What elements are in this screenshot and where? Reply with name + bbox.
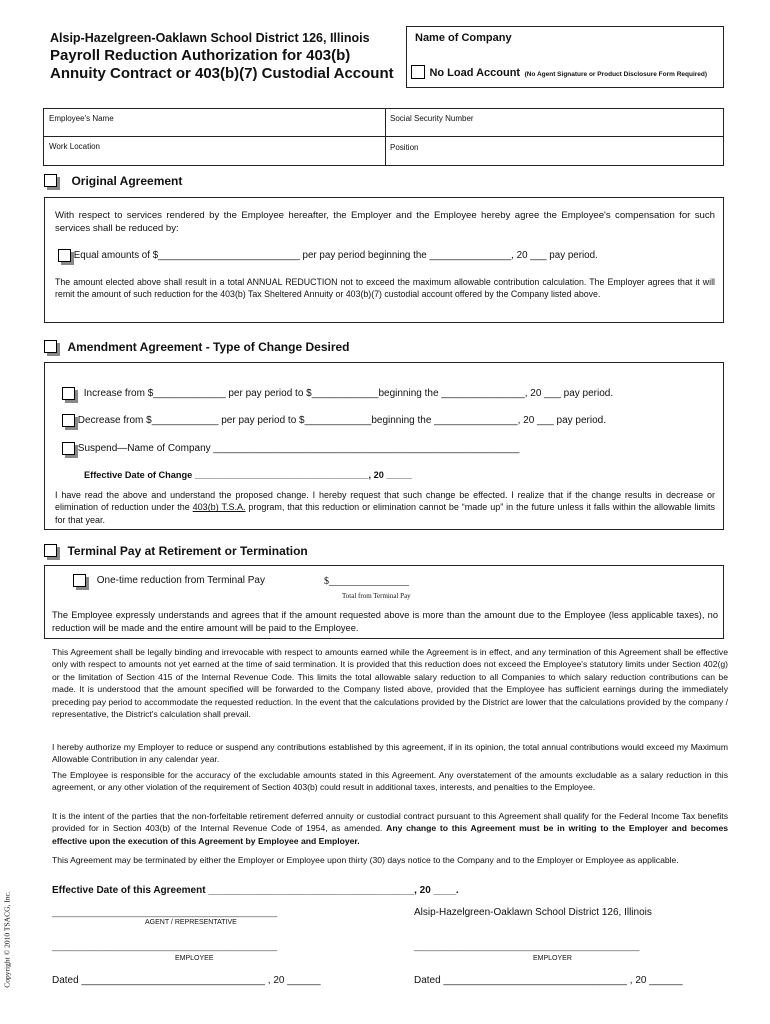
employee-name-field[interactable] <box>48 124 378 135</box>
legal-para-4: It is the intent of the parties that the non-forfeitable retirement deferred annuity or custodial contract pursuant to this Agreement shall qualify for the Federal Income Tax benefits provided for in Section 403(b) of the Internal Revenue Code of 1954, as amended. Any change to this Agreement must be in writing to the Employer and becomes effective upon the execution of this Agreement by Employee and Employer. <box>52 811 729 846</box>
suspend-text: Suspend—Name of Company _______________________________________________________ <box>77 443 520 455</box>
no-load-label: No Load Account <box>429 67 521 79</box>
one-time-text: One-time reduction from Terminal Pay <box>96 575 265 587</box>
suspend-option <box>62 442 519 455</box>
terminal-total-label: Total from Terminal Pay <box>342 592 411 600</box>
ssn-label: Social Security Number <box>390 114 474 123</box>
increase-text: Increase from $_____________ per pay period to $____________beginning the _______________, 20 ___ pay period. <box>83 388 614 400</box>
original-agreement-checkbox[interactable] <box>44 174 57 187</box>
decrease-text: Decrease from $____________ per pay period to $____________beginning the _______________, 20 ___ pay period. <box>77 415 606 427</box>
legal-para-3: The Employee is responsible for the accuracy of the excludable amounts stated in this Agreement. Any overstatement of the amounts excludable as a salary reduction in this agreement, or any other violation of the requirement of Section 403(b) could result in additional taxes, interests, and penalties to the Employee. <box>52 770 728 793</box>
suspend-checkbox[interactable] <box>62 442 75 455</box>
district-heading: Alsip-Hazelgreen-Oaklawn School District 126, Illinois <box>50 31 370 45</box>
employee-signature-line[interactable]: _____________________________________________ <box>52 941 278 951</box>
employer-signature-line[interactable]: _____________________________________________ <box>414 941 640 951</box>
district-signature-name: Alsip-Hazelgreen-Oaklawn School District 126, Illinois <box>414 907 652 918</box>
dated-right[interactable]: Dated _________________________________ , 20 ______ <box>414 975 683 986</box>
one-time-checkbox[interactable] <box>73 574 86 587</box>
employer-label: EMPLOYER <box>533 955 572 962</box>
work-location-field[interactable] <box>48 152 378 163</box>
dated-left[interactable]: Dated _________________________________ , 20 ______ <box>52 975 321 986</box>
equal-amounts-checkbox[interactable] <box>58 249 71 262</box>
position-label: Position <box>390 143 419 152</box>
one-time-option <box>73 574 265 587</box>
legal-para-2: I hereby authorize my Employer to reduce or suspend any contributions established by this agreement, if in its opinion, the total annual contributions would exceed my Maximum Allowable Contribution in any calendar year. <box>52 742 728 765</box>
ssn-field[interactable] <box>389 124 714 135</box>
amendment-header <box>44 338 350 356</box>
no-load-option[interactable] <box>411 63 707 81</box>
original-intro: With respect to services rendered by the Employee hereafter, the Employer and the Employee hereby agree the Employee's compensation for such services shall be reduced by: <box>55 210 715 234</box>
increase-option <box>62 387 613 400</box>
terminal-header <box>44 542 308 560</box>
employee-label: EMPLOYEE <box>175 955 214 962</box>
amendment-checkbox[interactable] <box>44 340 57 353</box>
agent-label: AGENT / REPRESENTATIVE <box>145 919 237 926</box>
agent-signature-line[interactable]: _____________________________________________ <box>52 907 278 917</box>
no-load-checkbox[interactable] <box>411 65 425 79</box>
decrease-checkbox[interactable] <box>62 414 75 427</box>
company-name-field[interactable] <box>415 46 715 62</box>
decrease-option <box>62 414 606 427</box>
terminal-amount: $________________ <box>324 576 409 587</box>
original-agreement-header <box>44 172 182 190</box>
no-load-note: (No Agent Signature or Product Disclosure Form Required) <box>524 71 708 78</box>
company-label: Name of Company <box>415 32 512 44</box>
original-agreement-title: Original Agreement <box>71 174 183 188</box>
amendment-title: Amendment Agreement - Type of Change Desired <box>67 340 350 354</box>
form-title-line2: Annuity Contract or 403(b)(7) Custodial Account <box>50 65 394 82</box>
amendment-para: I have read the above and understand the proposed change. I hereby request that such change be effected. I realize that if the change results in decrease or elimination of reduction under the 403(b) T.S.A. program, that this reduction or elimination cannot be “made up” in the future unless it falls within the allowable limits for that year. <box>55 490 715 525</box>
agreement-effective-date: Effective Date of this Agreement _____________________________________, 20 ____. <box>52 885 459 896</box>
work-location-label: Work Location <box>49 142 100 151</box>
equal-amounts-text: Equal amounts of $__________________________ per pay period beginning the _______________, 20 ___ pay period. <box>73 250 598 262</box>
effective-date-change: Effective Date of Change __________________________________, 20 _____ <box>84 470 412 480</box>
form-title-line1: Payroll Reduction Authorization for 403(b) <box>50 47 351 64</box>
terminal-note: The Employee expressly understands and agrees that if the amount requested above is more than the amount due to the Employee (less applicable taxes), no reduction will be made and the entire amount will be paid to the Employee. <box>52 610 718 633</box>
equal-amounts-option <box>58 249 598 262</box>
legal-para-1: This Agreement shall be legally binding and irrevocable with respect to amounts earned while the Agreement is in effect, and any termination of this Agreement shall be effective only with respect to amounts not yet earned at the time of said termination. It is provided that this reduction does not exceed the Employee's statutory limits under Section 402(g) or the limitation of Section 415 of the Internal Revenue Code. This limits the total allowable salary reduction to all Companies to which salary reduction contributions can be made. It is understood that the amount specified will be forwarded to the Company listed above, provided that the Employee has sufficient earnings during the immediately preceding pay period to accommodate the requested reduction. In the event that the calculations provided by the District are lower that the calculations provided by the company / representative, the District's calculation shall prevail. <box>52 647 728 720</box>
terminal-checkbox[interactable] <box>44 544 57 557</box>
terminal-title: Terminal Pay at Retirement or Termination <box>67 544 308 558</box>
position-field[interactable] <box>389 152 714 163</box>
tsa-link: 403(b) T.S.A. <box>192 502 246 513</box>
copyright-notice: Copyright © 2010 TSACG, Inc. <box>2 891 12 988</box>
increase-checkbox[interactable] <box>62 387 75 400</box>
employee-name-label: Employee's Name <box>49 114 114 123</box>
original-note: The amount elected above shall result in a total ANNUAL REDUCTION not to exceed the maximum allowable contribution calculation. The Employer agrees that it will remit the amount of such reduction for the 403(b) Tax Sheltered Annuity or 403(b)(7) custodial account offered by the Company listed above. <box>55 277 715 300</box>
legal-para-5: This Agreement may be terminated by either the Employer or Employee upon thirty (30) days notice to the Company and to the Employer or Employee as applicable. <box>52 855 679 865</box>
